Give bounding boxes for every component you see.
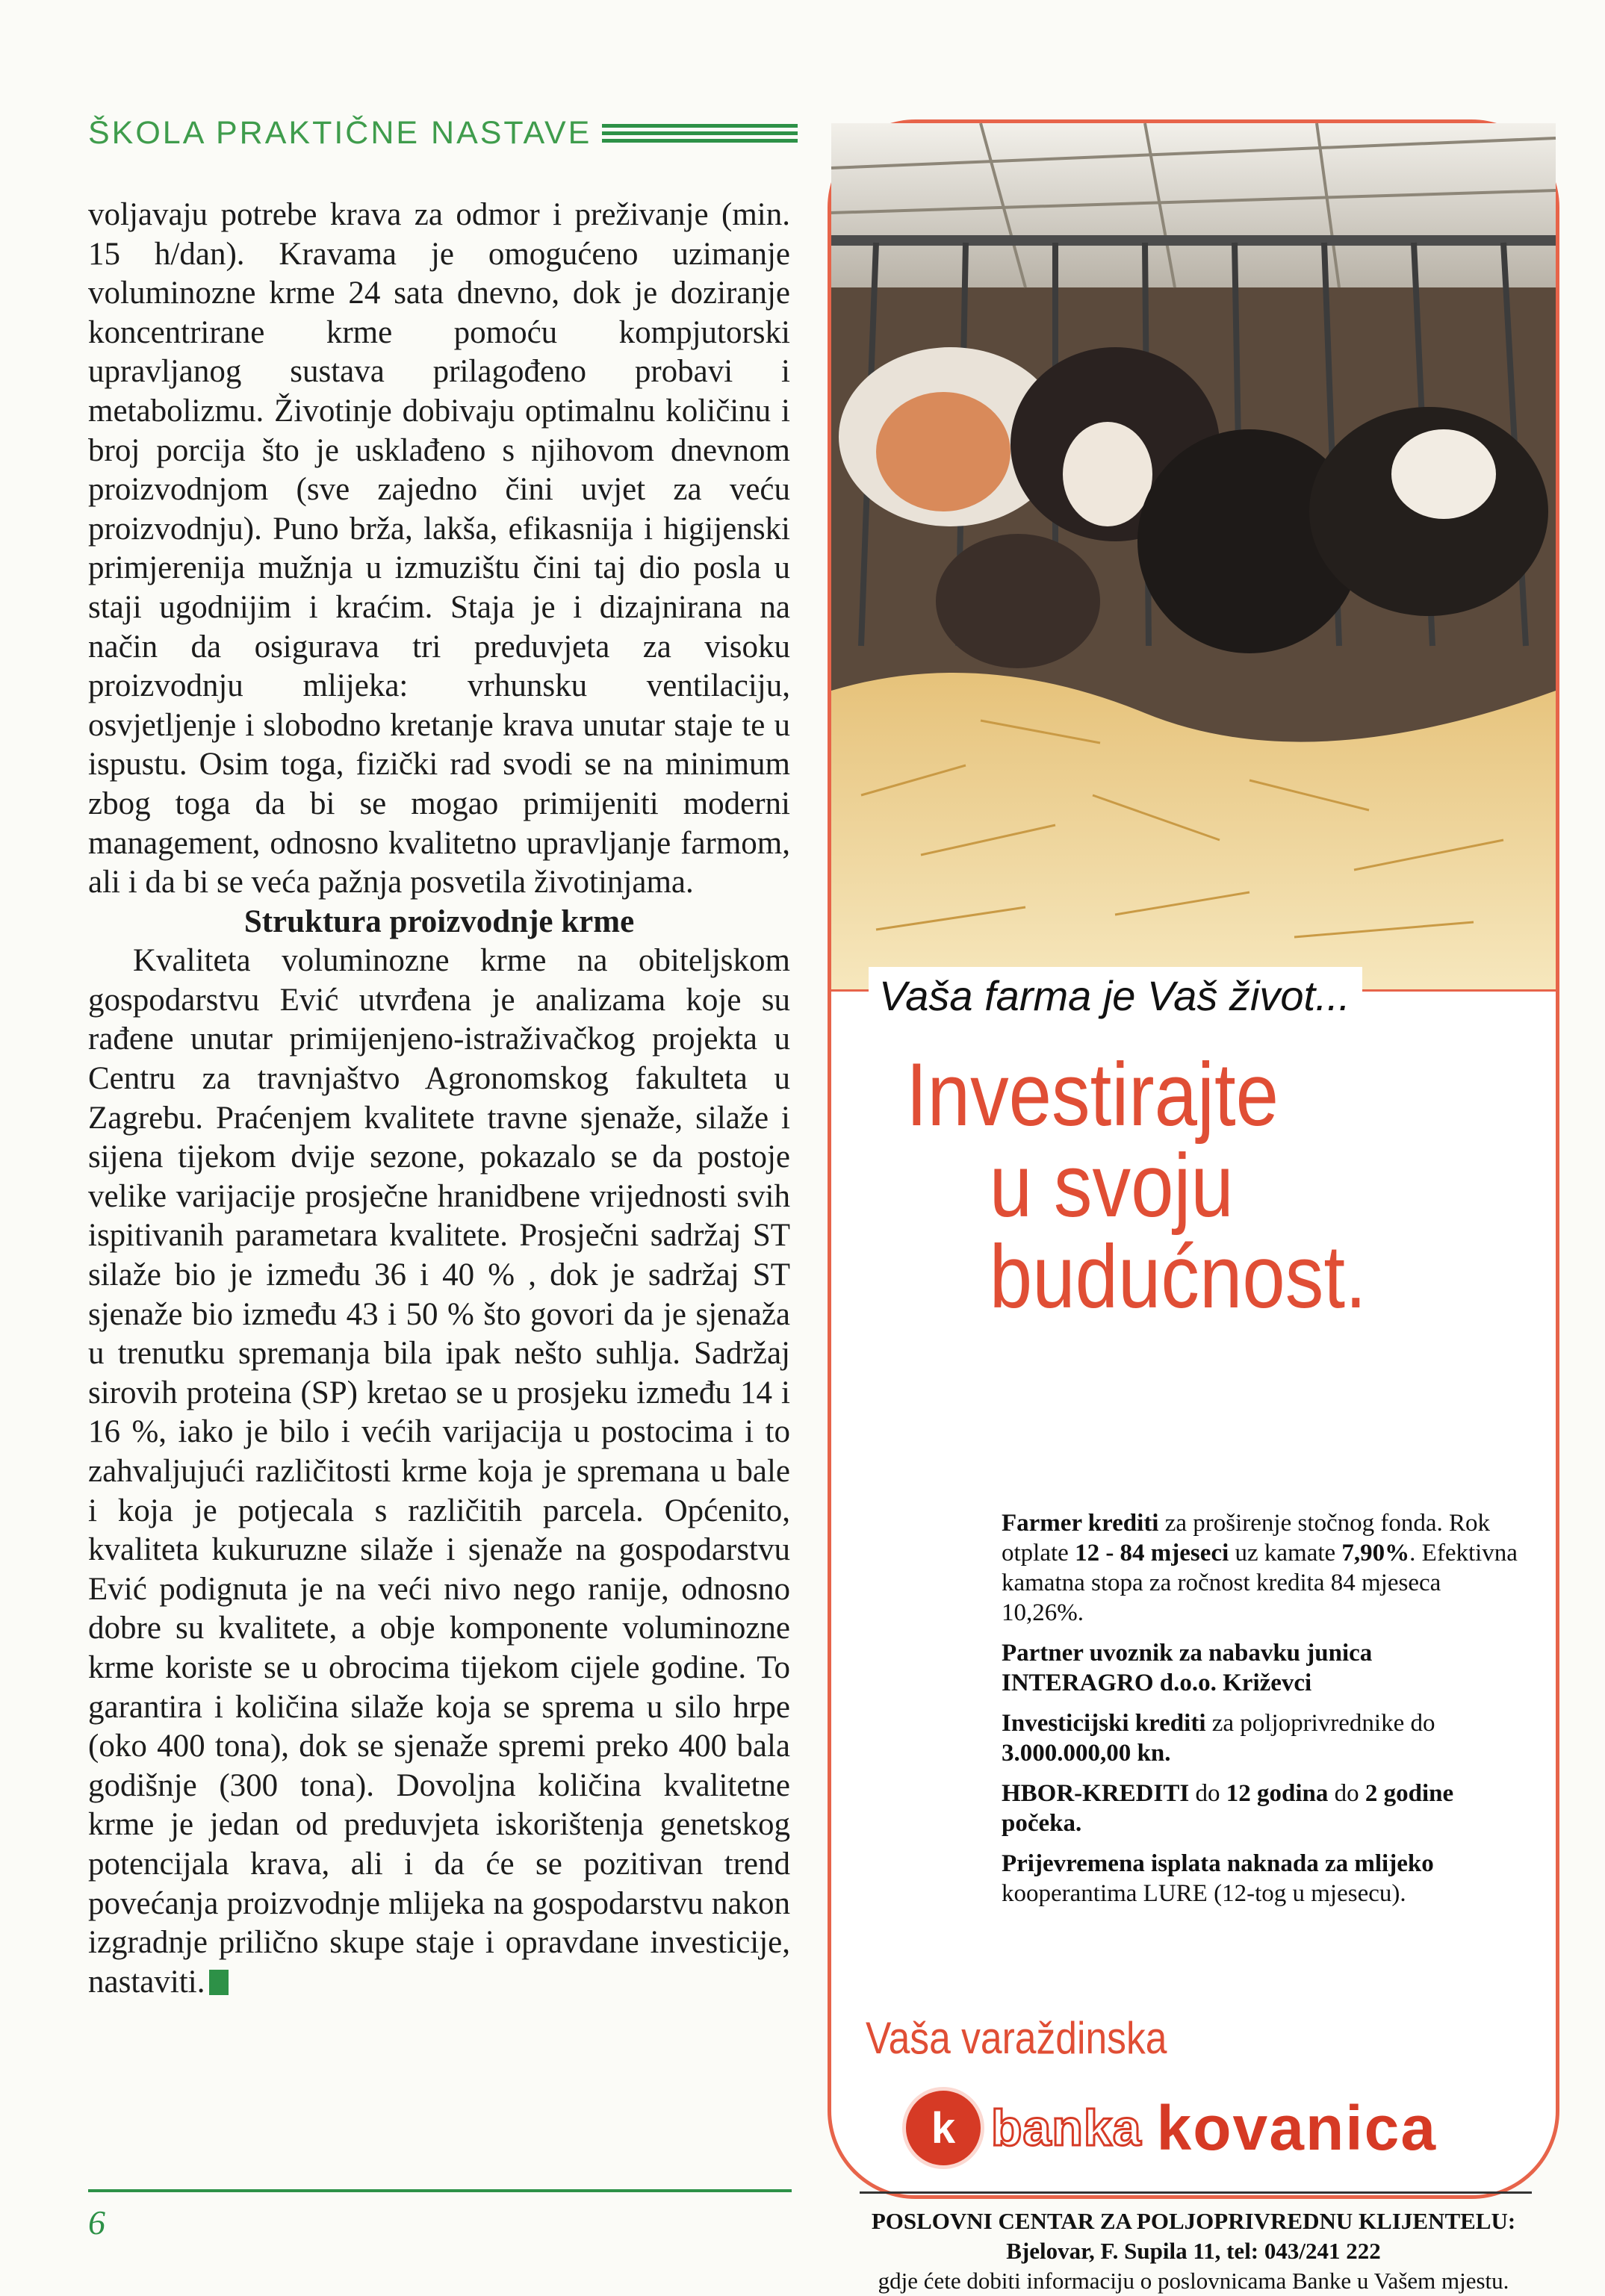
- ad-headline: [906, 1045, 1459, 1327]
- article-paragraph-2-text: Kvaliteta voluminozne krme na obiteljskom gospodarstvu Ević utvrđena je analizama koje su rađene unutar primijenjeno-istraživačkog projekta u Centru za travnjaštvo Agronomskog fakulteta u Zagrebu. Praćenjem kvalitete travne sjenaže, silaže i sijena tijekom dvije sezone, pokazalo se da postoje velike varijacije prosječne hranidbene vrijednosti svih ispitivanih parametara kvalitete. Prosječni sadržaj ST silaže bio je između 36 i 40 % , dok je sadržaj ST sjenaže bio između 43 i 50 % što govori da je sjenaža u trenutku spremanja bila ipak nešto suhlja. Sadržaj sirovih proteina (SP) kretao se u prosjeku između 14 i 16 %, iako je bilo i većih varijacija u postocima i to zahvaljujući različitosti krme koja je spremana u bale i koja je potjecala s različitih parcela. Općenito, kvaliteta kukuruzne silaže i sjenaže na gospodarstvu Ević podignuta je na veći nivo nego ranije, odnosno dobre su kvalitete, a obje komponente voluminozne krme koriste se u obrocima tijekom cijele godine. To garantira i količina silaže koja se sprema u silo hrpe (oko 400 tona), dok se sjenaže spremi preko 400 bala godišnje (300 tona). Dovoljna količina kvalitetne krme je jedan od preduvjeta iskorištenja genetskog potencijala krava, ali i da će se pozitivan trend povećanja proizvodnje mlijeka na gospodarstvu nakon izgradnje prilično skupe staje i opravdane investicije, nastaviti.: [88, 943, 790, 2000]
- ad-divider: [860, 2191, 1532, 2194]
- ad-slogan: Vaša farma je Vaš život...: [869, 967, 1362, 1024]
- ad-headline-line-2: u svoju: [989, 1136, 1234, 1236]
- header-rule: [602, 124, 798, 143]
- contact-address: Bjelovar, F. Supila 11, tel: 043/241 222: [1006, 2238, 1381, 2264]
- article-paragraph-1: voljavaju potrebe krava za odmor i preživanje (min. 15 h/dan). Kravama je omogućeno uzimanje voluminozne krme 24 sata dnevno, dok je doziranje koncentrirane krme pomoću kompjutorski upravljanog sustava prilagođeno probavi i metabolizmu. Životinje dobivaju optimalnu količinu i broj porcija što je usklađeno s njihovom dnevnom proizvodnjom (sve zajedno čini uvjet za veću proizvodnju). Puno brža, lakša, efikasnija i higijenski primjerenija mužnja u izmuzištu čini taj dio posla u staji ugodnijim i kraćim. Staja je i dizajnirana na način da osigurava tri preduvjeta za visoku proizvodnju mlijeka: vrhunsku ventilaciju, osvjetljenje i slobodno kretanje krava unutar staje te u ispustu. Osim toga, fizički rad svodi se na minimum zbog toga da bi se mogao primijeniti moderni management, odnosno kvalitetno upravljanje farmom, ali i da bi se veća pažnja posvetila životinjama.: [88, 197, 790, 900]
- bank-logo-word-kovanica: kovanica: [1156, 2092, 1438, 2163]
- offer-early-payment: Prijevremena isplata naknada za mlijeko kooperantima LURE (12-tog u mjesecu).: [1002, 1850, 1434, 1907]
- footer-rule: [88, 2189, 792, 2192]
- cows-in-stable-illustration: [831, 123, 1556, 989]
- page-header: [88, 111, 798, 155]
- bank-logo-icon: k: [906, 2091, 981, 2165]
- end-mark-icon: [209, 1970, 229, 1995]
- article-column: [88, 196, 790, 2002]
- ad-headline-line-1: Investirajte: [906, 1045, 1279, 1145]
- article-subheading: Struktura proizvodnje krme: [243, 903, 635, 939]
- bank-logo-word-banka: banka: [991, 2100, 1142, 2156]
- contact-title: POSLOVNI CENTAR ZA POLJOPRIVREDNU KLIJENTELU:: [871, 2208, 1516, 2234]
- offer-farmer-credits: Farmer krediti za proširenje stočnog fonda. Rok otplate 12 - 84 mjeseci uz kamate 7,90%. Efektivna kamatna stopa za ročnost kredita 84 mjeseca 10,26%.: [1002, 1510, 1518, 1626]
- bank-intro: Vaša varaždinska: [866, 2013, 1167, 2063]
- bank-logo: [906, 2087, 1518, 2169]
- offer-hbor-credits: HBOR-KREDITI do 12 godina do 2 godine počeka.: [1002, 1780, 1454, 1837]
- section-title: ŠKOLA PRAKTIČNE NASTAVE: [88, 114, 592, 151]
- page-number: 6: [88, 2203, 105, 2241]
- article-paragraph-2: [88, 942, 790, 2002]
- offer-partner-importer: Partner uvoznik za nabavku junica INTERAGRO d.o.o. Križevci: [1002, 1640, 1373, 1696]
- offer-investment-credits: Investicijski krediti za poljoprivrednike do 3.000.000,00 kn.: [1002, 1710, 1435, 1767]
- ad-offers: [1002, 1508, 1524, 1919]
- ad-headline-line-3: budućnost.: [989, 1227, 1367, 1327]
- bank-advertisement: [828, 119, 1559, 2294]
- contact-note: gdje ćete dobiti informaciju o poslovnicama Banke u Vašem mjestu.: [878, 2268, 1509, 2294]
- ad-contact: [831, 2206, 1556, 2296]
- cows-photo: [831, 123, 1556, 992]
